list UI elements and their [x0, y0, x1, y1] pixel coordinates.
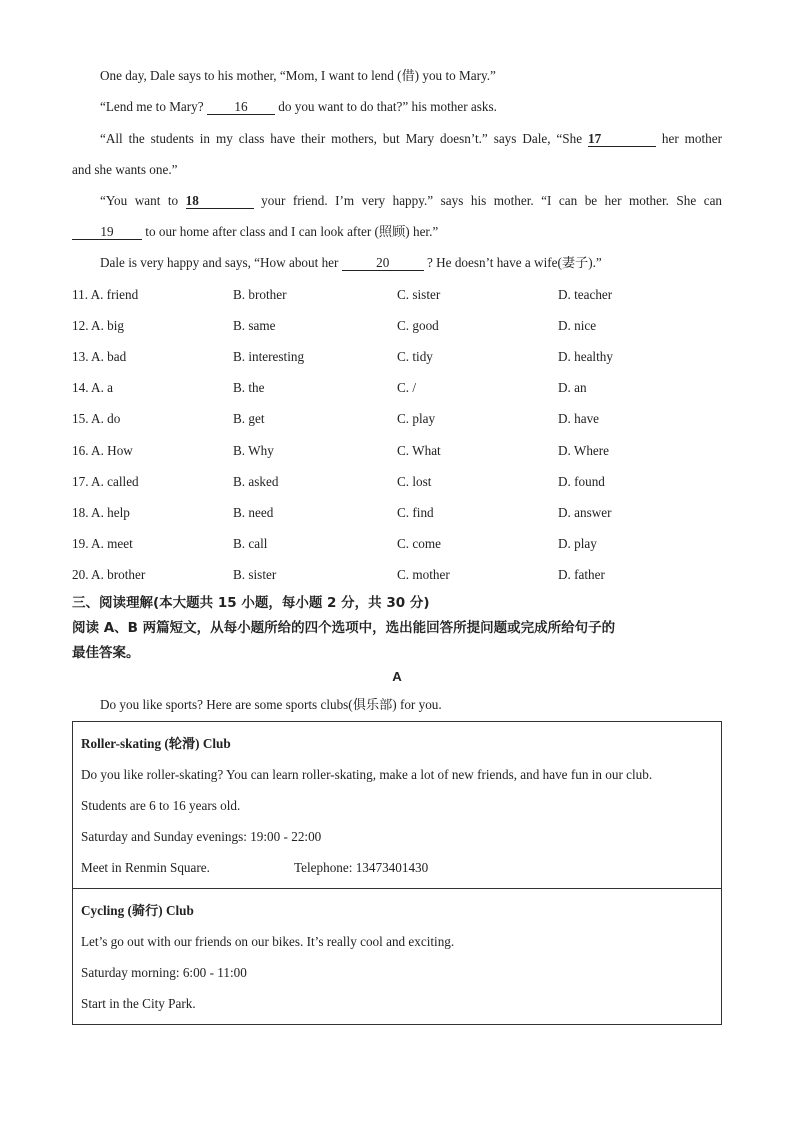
- option-d: D. an: [558, 380, 587, 395]
- option-b: B. asked: [233, 474, 279, 489]
- passage-line-1: One day, Dale says to his mother, “Mom, I want to lend (借) you to Mary.”: [100, 68, 496, 83]
- option-a: 18. A. help: [72, 505, 130, 520]
- option-c: C. tidy: [397, 349, 433, 364]
- option-row: [72, 535, 722, 553]
- option-row: [72, 317, 722, 335]
- option-d: D. nice: [558, 318, 597, 333]
- blank-18: 18: [186, 194, 254, 209]
- club-time: Saturday morning: 6:00 - 11:00: [81, 965, 247, 980]
- option-c: C. lost: [397, 474, 432, 489]
- option-c: C. find: [397, 505, 434, 520]
- option-a: 11. A. friend: [72, 287, 139, 302]
- club-text: Do you like roller-skating? You can learn roller-skating, make a lot of new friends, and have fun in our club.: [81, 767, 653, 782]
- option-b: B. sister: [233, 567, 277, 582]
- club-location: Meet in Renmin Square.: [81, 860, 210, 875]
- passage-text: “Lend me to Mary?: [100, 99, 204, 114]
- option-a: 13. A. bad: [72, 349, 127, 364]
- blank-17: 17: [588, 132, 656, 147]
- option-row: [72, 442, 722, 460]
- option-row: [72, 410, 722, 428]
- section-instruction-cont: 最佳答案。: [72, 645, 140, 661]
- option-d: D. healthy: [558, 349, 613, 364]
- passage-text: to our home after class and I can look after (照顾) her.”: [145, 224, 439, 239]
- option-d: D. have: [558, 411, 600, 426]
- club-time: Saturday and Sunday evenings: 19:00 - 22:00: [81, 829, 322, 844]
- option-b: B. get: [233, 411, 265, 426]
- option-c: C. What: [397, 443, 441, 458]
- option-d: D. found: [558, 474, 605, 489]
- option-b: B. need: [233, 505, 274, 520]
- blank-20: 20: [342, 256, 424, 271]
- option-a: 17. A. called: [72, 474, 139, 489]
- option-c: C. come: [397, 536, 441, 551]
- passage-line-5: [100, 192, 722, 210]
- option-c: C. good: [397, 318, 439, 333]
- club-meet: [81, 859, 481, 877]
- club-title: Cycling (骑行) Club: [81, 903, 194, 918]
- clubs-table: [72, 721, 722, 1025]
- passage-line-6: [72, 223, 722, 241]
- option-row: [72, 473, 722, 491]
- option-d: D. Where: [558, 443, 610, 458]
- passage-text: her mother: [661, 131, 723, 146]
- option-c: C. /: [397, 380, 417, 395]
- option-b: B. Why: [233, 443, 274, 458]
- option-b: B. same: [233, 318, 276, 333]
- option-a: 12. A. big: [72, 318, 125, 333]
- club-text: Students are 6 to 16 years old.: [81, 798, 241, 813]
- option-b: B. brother: [233, 287, 287, 302]
- option-row: [72, 566, 722, 584]
- option-b: B. interesting: [233, 349, 305, 364]
- option-d: D. answer: [558, 505, 612, 520]
- option-b: B. the: [233, 380, 265, 395]
- option-row: [72, 379, 722, 397]
- option-c: C. sister: [397, 287, 441, 302]
- option-c: C. mother: [397, 567, 450, 582]
- passage-line-3: [100, 130, 722, 148]
- passage-text: “All the students in my class have their mothers, but Mary doesn’t.” says Dale, “She: [100, 131, 583, 146]
- option-a: 16. A. How: [72, 443, 133, 458]
- passage-text: “You want to: [100, 193, 179, 208]
- blank-19: 19: [72, 225, 142, 240]
- club-text: Let’s go out with our friends on our bikes. It’s really cool and exciting.: [81, 934, 455, 949]
- section-instruction: 阅读 A、B 两篇短文，从每小题所给的四个选项中，选出能回答所提问题或完成所给句子的: [72, 620, 616, 636]
- option-a: 20. A. brother: [72, 567, 146, 582]
- option-c: C. play: [397, 411, 436, 426]
- option-row: [72, 504, 722, 522]
- passage-text: do you want to do that?” his mother asks.: [278, 99, 497, 114]
- option-a: 14. A. a: [72, 380, 114, 395]
- option-b: B. call: [233, 536, 268, 551]
- option-d: D. father: [558, 567, 605, 582]
- option-d: D. play: [558, 536, 597, 551]
- option-a: 15. A. do: [72, 411, 121, 426]
- blank-16: 16: [207, 100, 275, 115]
- reading-intro: Do you like sports? Here are some sports clubs(俱乐部) for you.: [100, 697, 442, 712]
- club-location: Start in the City Park.: [81, 996, 196, 1011]
- section-heading: 三、阅读理解(本大题共 15 小题，每小题 2 分，共 30 分): [72, 595, 430, 611]
- option-a: 19. A. meet: [72, 536, 133, 551]
- cycling-club: [73, 888, 721, 1024]
- club-telephone: Telephone: 13473401430: [294, 860, 429, 875]
- club-title: Roller-skating (轮滑) Club: [81, 736, 231, 751]
- option-row: [72, 286, 722, 304]
- passage-text: your friend. I’m very happy.” says his mother. “I can be her mother. She can: [261, 193, 723, 208]
- passage-line-7: [100, 254, 722, 272]
- option-row: [72, 348, 722, 366]
- part-label: A: [392, 669, 402, 684]
- passage-line-4: and she wants one.”: [72, 162, 178, 177]
- passage-text: ? He doesn’t have a wife(妻子).”: [427, 255, 602, 270]
- passage-text: Dale is very happy and says, “How about her: [100, 255, 339, 270]
- passage-line-2: [100, 98, 722, 116]
- roller-skating-club: [73, 722, 721, 888]
- option-d: D. teacher: [558, 287, 613, 302]
